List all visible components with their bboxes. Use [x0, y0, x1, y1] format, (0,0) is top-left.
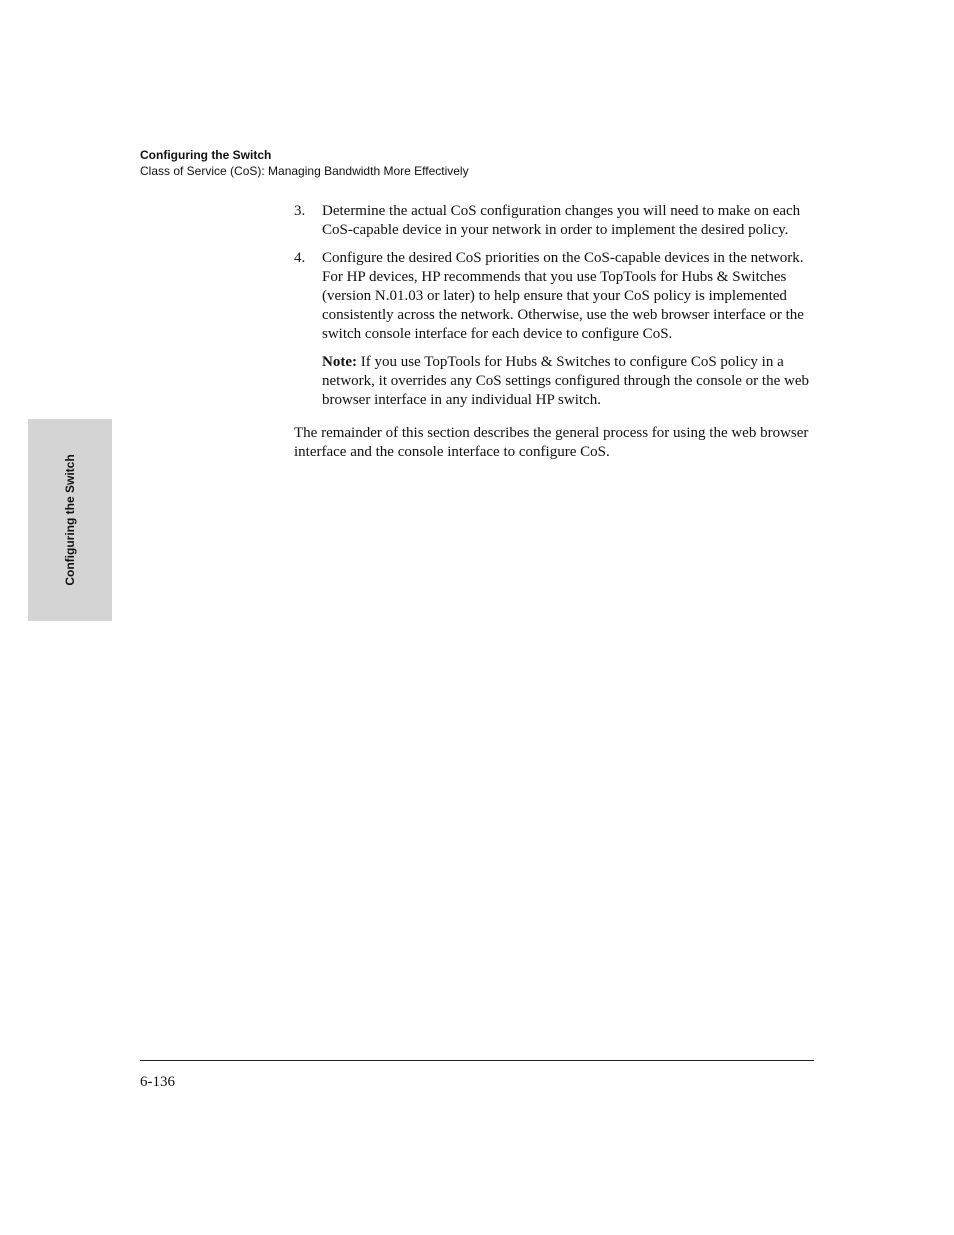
list-item [294, 202, 814, 240]
main-content [294, 202, 814, 462]
step-number: 3. [294, 203, 306, 219]
page-number: 6-136 [140, 1074, 175, 1090]
step-number: 4. [294, 250, 306, 266]
step-text: Determine the actual CoS configuration changes you will need to make on each CoS-capable device in your network in order to implement the desired policy. [322, 203, 801, 238]
step-text: Configure the desired CoS priorities on the CoS-capable devices in the network. For HP devices, HP recommends that you use TopTools for Hubs & Switches (version N.01.03 or later) to help ensure that your CoS policy is implemented consistently across the network. Otherwise, use the web browser interface or the switch console interface for each device to configure CoS. [322, 250, 804, 342]
note-label: Note: [322, 354, 357, 370]
chapter-side-tab-label: Configuring the Switch [63, 454, 77, 586]
note-block [322, 353, 814, 410]
running-header-title: Configuring the Switch [140, 148, 272, 162]
closing-paragraph: The remainder of this section describes the general process for using the web browser interface and the console interface to configure CoS. [294, 425, 809, 460]
footer-divider [140, 1060, 814, 1061]
list-item [294, 249, 814, 344]
running-header-subtitle: Class of Service (CoS): Managing Bandwidth More Effectively [140, 164, 469, 178]
chapter-side-tab [28, 419, 112, 621]
note-text: If you use TopTools for Hubs & Switches to configure CoS policy in a network, it overrides any CoS settings configured through the console or the web browser interface in any individual HP switch. [322, 354, 809, 408]
